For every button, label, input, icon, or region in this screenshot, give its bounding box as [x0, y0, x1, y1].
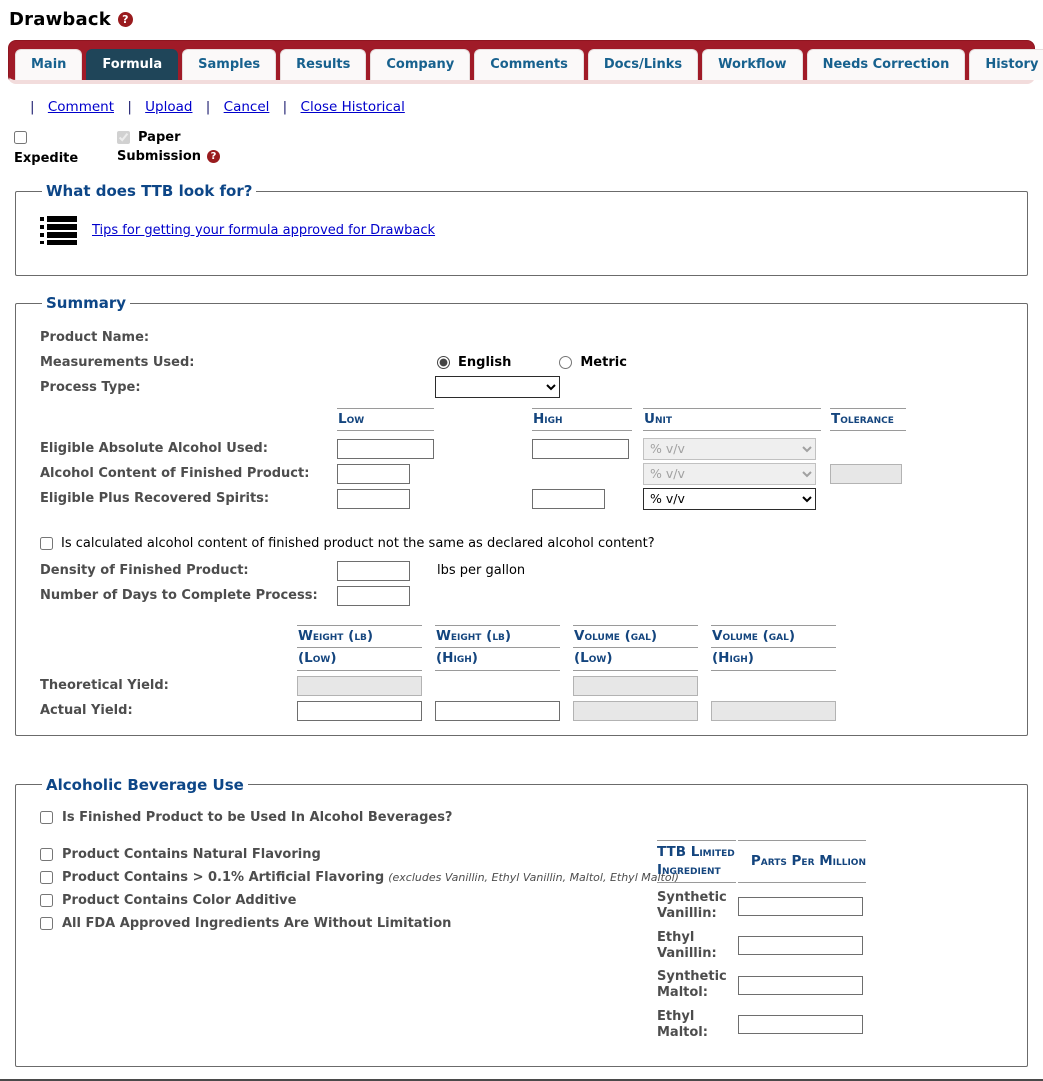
calc-alcohol-content-label: Is calculated alcohol content of finished product not the same as declared alcohol content? [61, 535, 655, 551]
measurements-used-label: Measurements Used: [40, 354, 195, 370]
volume-low-header: Volume (gal) (Low) [573, 625, 698, 671]
eligible-absolute-alcohol-label: Eligible Absolute Alcohol Used: [40, 441, 268, 457]
tab-needs-correction[interactable]: Needs Correction [807, 49, 966, 80]
ethyl-maltol-input[interactable] [738, 1015, 863, 1034]
finished-product-alcohol-beverages-label: Is Finished Product to be Used In Alcohol Beverages? [62, 809, 453, 825]
alcohol-content-unit-select [643, 463, 816, 485]
ethyl-vanillin-label: Ethyl Vanillin: [657, 929, 717, 961]
summary-section [15, 294, 1028, 736]
link-separator: | [205, 99, 211, 115]
eligible-plus-recovered-high-input[interactable] [532, 489, 605, 509]
days-to-complete-label: Number of Days to Complete Process: [40, 588, 318, 604]
eligible-absolute-alcohol-high-input[interactable] [532, 439, 629, 459]
paper-submission-option [117, 129, 220, 164]
metric-radio-label: Metric [580, 354, 627, 370]
fda-approved-label: All FDA Approved Ingredients Are Without Limitation [62, 915, 452, 931]
upload-link[interactable]: Upload [145, 99, 193, 115]
product-name-label: Product Name: [40, 329, 150, 345]
eligible-plus-recovered-row [40, 488, 1015, 510]
list-icon [40, 216, 77, 245]
artificial-flavoring-note: (excludes Vanillin, Ethyl Vanillin, Maltol, Ethyl Maltol) [388, 870, 679, 884]
alcohol-content-tolerance-input [830, 464, 902, 484]
paper-submission-label-line2: Submission [117, 149, 202, 164]
density-input[interactable] [337, 561, 410, 581]
actual-yield-row [40, 701, 1015, 721]
ethyl-maltol-label: Ethyl Maltol: [657, 1008, 708, 1040]
density-label: Density of Finished Product: [40, 563, 249, 579]
natural-flavoring-label: Product Contains Natural Flavoring [62, 846, 321, 862]
alcohol-content-low-input[interactable] [337, 464, 410, 484]
ttb-tips-section [15, 182, 1028, 276]
tab-bar [8, 40, 1039, 84]
color-additive-checkbox[interactable] [40, 894, 53, 907]
tab-results[interactable]: Results [280, 49, 366, 80]
limited-ingredient-table [657, 840, 889, 1041]
theoretical-yield-row [40, 676, 1015, 696]
eligible-plus-recovered-label: Eligible Plus Recovered Spirits: [40, 491, 270, 507]
synthetic-vanillin-input[interactable] [738, 897, 863, 916]
ttb-limited-ingredient-header: TTB Limited Ingredient [657, 840, 736, 883]
artificial-flavoring-checkbox[interactable] [40, 871, 53, 884]
high-column-header: High [532, 408, 632, 431]
ethyl-vanillin-row [657, 930, 889, 963]
expedite-label: Expedite [14, 151, 79, 166]
finished-product-alcohol-beverages-checkbox[interactable] [40, 811, 53, 824]
actual-yield-label: Actual Yield: [40, 703, 133, 719]
parts-per-million-header: Parts Per Million [738, 840, 866, 883]
tab-comments[interactable]: Comments [474, 49, 584, 80]
tab-samples[interactable]: Samples [182, 49, 276, 80]
actual-volume-high-input [711, 701, 836, 721]
page-title: Drawback [9, 9, 111, 30]
link-separator: | [282, 99, 288, 115]
close-historical-link[interactable]: Close Historical [300, 99, 405, 115]
color-additive-label: Product Contains Color Additive [62, 892, 297, 908]
theoretical-weight-low-input [297, 676, 422, 696]
eligible-plus-recovered-low-input[interactable] [337, 489, 410, 509]
expedite-option [14, 129, 117, 166]
cancel-link[interactable]: Cancel [223, 99, 270, 115]
page-help-icon[interactable]: ? [118, 12, 133, 27]
artificial-flavoring-label: Product Contains > 0.1% Artificial Flavoring (excludes Vanillin, Ethyl Vanillin, Maltol, Ethyl Maltol) [62, 869, 679, 885]
action-links [30, 99, 1043, 115]
theoretical-yield-label: Theoretical Yield: [40, 678, 169, 694]
unit-column-header: Unit [643, 408, 821, 431]
ttb-tips-legend: What does TTB look for? [46, 182, 253, 200]
process-type-select[interactable] [435, 376, 560, 398]
calc-alcohol-content-checkbox[interactable] [40, 537, 53, 550]
alcohol-content-label: Alcohol Content of Finished Product: [40, 466, 310, 482]
submission-options [14, 129, 1043, 166]
synthetic-vanillin-row [657, 890, 889, 923]
alcoholic-beverage-use-section [15, 776, 1028, 1067]
english-radio-label: English [458, 354, 512, 370]
eligible-absolute-alcohol-unit-select [643, 438, 816, 460]
tab-history[interactable]: History [969, 49, 1043, 80]
actual-weight-high-input[interactable] [435, 701, 560, 721]
volume-high-header: Volume (gal) (High) [711, 625, 836, 671]
density-unit-label: lbs per gallon [437, 563, 526, 579]
english-radio[interactable] [437, 356, 450, 369]
ethyl-maltol-row [657, 1009, 889, 1042]
tab-company[interactable]: Company [370, 49, 470, 80]
tab-formula[interactable]: Formula [86, 49, 178, 80]
process-type-label: Process Type: [40, 379, 141, 395]
link-separator: | [127, 99, 132, 115]
tab-docs-links[interactable]: Docs/Links [588, 49, 698, 80]
eligible-plus-recovered-unit-select[interactable] [643, 488, 816, 510]
paper-submission-label-line1: Paper [138, 129, 181, 145]
tab-workflow[interactable]: Workflow [702, 49, 802, 80]
days-to-complete-input[interactable] [337, 586, 410, 606]
eligible-absolute-alcohol-row [40, 438, 1015, 460]
synthetic-maltol-label: Synthetic Maltol: [657, 969, 727, 1001]
weight-low-header: Weight (lb) (Low) [297, 625, 422, 671]
tips-link[interactable]: Tips for getting your formula approved for Drawback [92, 223, 436, 238]
link-separator: | [30, 99, 35, 115]
page-header [0, 0, 1043, 30]
fda-approved-checkbox[interactable] [40, 917, 53, 930]
low-column-header: Low [337, 408, 434, 431]
eligible-absolute-alcohol-low-input[interactable] [337, 439, 434, 459]
natural-flavoring-checkbox[interactable] [40, 848, 53, 861]
ethyl-vanillin-input[interactable] [738, 936, 863, 955]
comment-link[interactable]: Comment [47, 99, 115, 115]
theoretical-volume-low-input [573, 676, 698, 696]
expedite-checkbox[interactable] [14, 131, 27, 144]
actual-volume-low-input [573, 701, 698, 721]
synthetic-vanillin-label: Synthetic Vanillin: [657, 890, 727, 922]
tolerance-column-header: Tolerance [830, 408, 906, 431]
synthetic-maltol-input[interactable] [738, 976, 863, 995]
tab-main[interactable]: Main [15, 49, 82, 80]
metric-radio[interactable] [559, 356, 572, 369]
actual-weight-low-input[interactable] [297, 701, 422, 721]
paper-submission-checkbox [117, 131, 130, 144]
summary-legend: Summary [46, 294, 127, 312]
alcohol-content-row [40, 463, 1015, 485]
alcoholic-beverage-use-legend: Alcoholic Beverage Use [46, 775, 244, 794]
paper-submission-help-icon[interactable]: ? [207, 150, 220, 163]
weight-high-header: Weight (lb) (High) [435, 625, 560, 671]
